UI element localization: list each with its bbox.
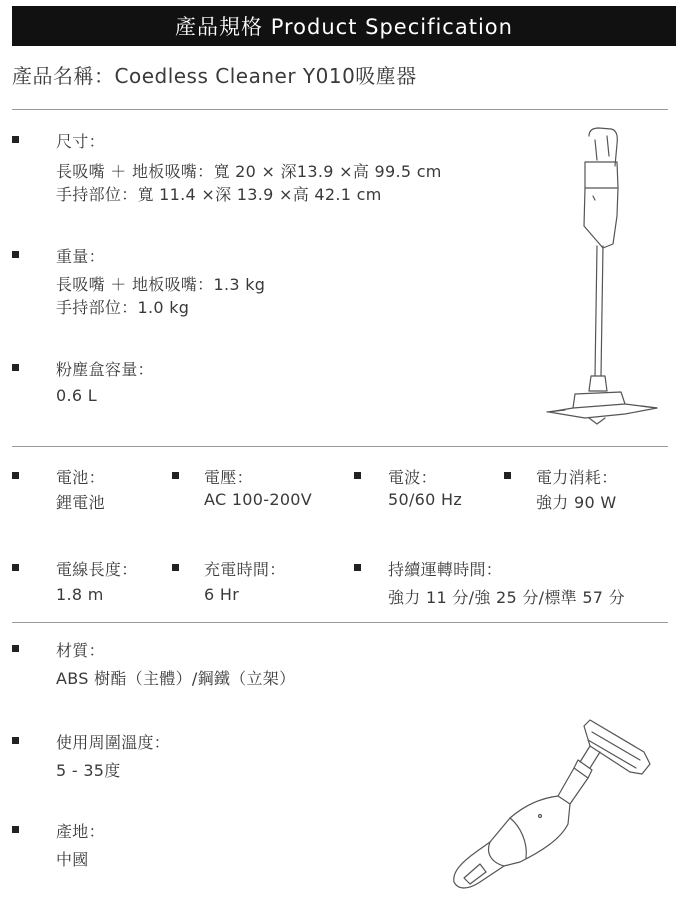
bullet-icon bbox=[172, 472, 179, 479]
handheld-vacuum-illustration bbox=[440, 712, 660, 897]
charge-value: 6 Hr bbox=[204, 585, 240, 604]
dust-value: 0.6 L bbox=[56, 386, 97, 405]
bullet-icon bbox=[12, 645, 19, 652]
frequency-value: 50/60 Hz bbox=[388, 490, 463, 509]
weight-handheld-value: 手持部位：1.0 kg bbox=[56, 298, 190, 317]
dust-label: 粉塵盒容量： bbox=[56, 360, 154, 379]
temperature-label: 使用周圍溫度： bbox=[56, 733, 171, 752]
bullet-icon bbox=[172, 564, 179, 571]
bullet-icon bbox=[12, 136, 19, 143]
voltage-label: 電壓： bbox=[204, 468, 253, 487]
temperature-value: 5 - 35度 bbox=[56, 761, 121, 780]
power-label: 電力消耗： bbox=[536, 468, 618, 487]
divider bbox=[12, 622, 668, 623]
spec-banner bbox=[12, 6, 676, 46]
battery-value: 鋰電池 bbox=[56, 493, 105, 512]
bullet-icon bbox=[12, 737, 19, 744]
stick-vacuum-illustration bbox=[545, 126, 660, 426]
size-handheld-value: 手持部位：寬 11.4 ×深 13.9 ×高 42.1 cm bbox=[56, 185, 382, 204]
frequency-label: 電波： bbox=[388, 468, 437, 487]
weight-label: 重量： bbox=[56, 247, 105, 266]
divider bbox=[12, 109, 668, 110]
material-label: 材質： bbox=[56, 641, 105, 660]
battery-label: 電池： bbox=[56, 468, 105, 487]
cord-value: 1.8 m bbox=[56, 585, 104, 604]
size-label: 尺寸： bbox=[56, 132, 105, 151]
spec-title: 產品規格 Product Specification bbox=[175, 15, 513, 39]
bullet-icon bbox=[12, 826, 19, 833]
weight-full-value: 長吸嘴 ＋ 地板吸嘴：1.3 kg bbox=[56, 275, 266, 294]
cord-label: 電線長度： bbox=[56, 560, 138, 579]
product-name: 產品名稱：Coedless Cleaner Y010吸塵器 bbox=[12, 64, 417, 88]
size-full-value: 長吸嘴 ＋ 地板吸嘴：寬 20 × 深13.9 ×高 99.5 cm bbox=[56, 162, 442, 181]
bullet-icon bbox=[354, 564, 361, 571]
bullet-icon bbox=[12, 472, 19, 479]
charge-label: 充電時間： bbox=[204, 560, 286, 579]
voltage-value: AC 100-200V bbox=[204, 490, 313, 509]
bullet-icon bbox=[504, 472, 511, 479]
runtime-label: 持續運轉時間： bbox=[388, 560, 503, 579]
bullet-icon bbox=[12, 251, 19, 258]
bullet-icon bbox=[12, 564, 19, 571]
origin-label: 產地： bbox=[56, 822, 105, 841]
divider bbox=[12, 446, 668, 447]
origin-value: 中國 bbox=[56, 850, 89, 869]
bullet-icon bbox=[12, 364, 19, 371]
bullet-icon bbox=[354, 472, 361, 479]
material-value: ABS 樹酯（主體）/鋼鐵（立架） bbox=[56, 669, 296, 688]
power-value: 強力 90 W bbox=[536, 493, 617, 512]
runtime-value: 強力 11 分/強 25 分/標準 57 分 bbox=[388, 588, 625, 607]
